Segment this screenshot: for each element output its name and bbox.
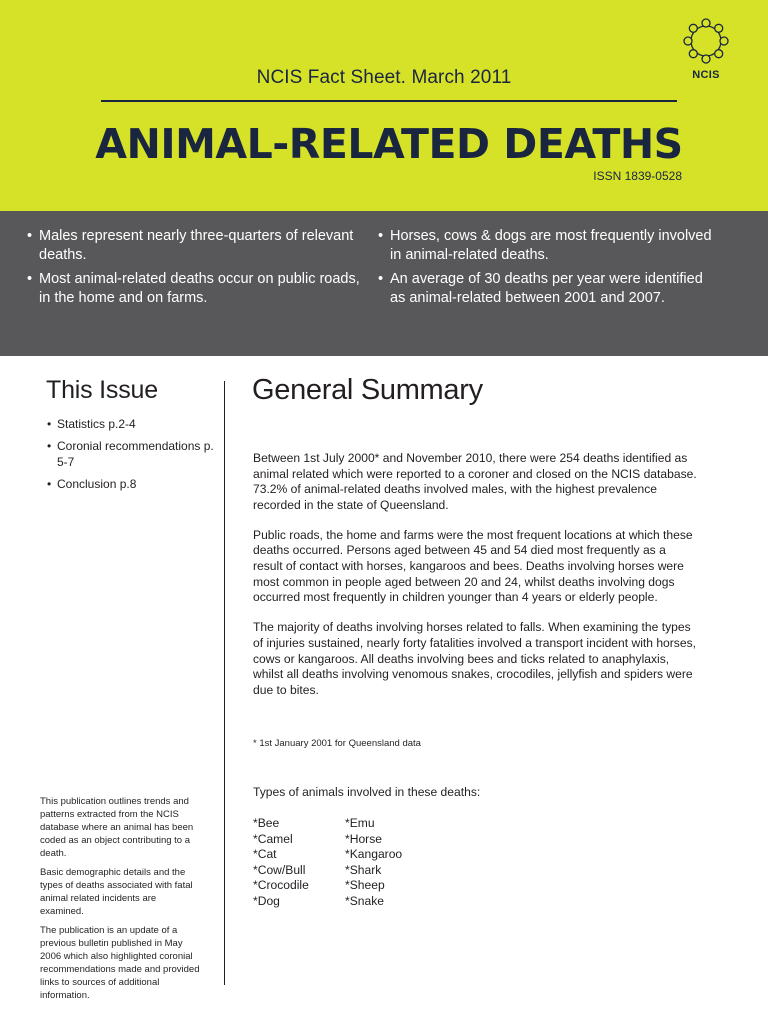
header-rule	[101, 100, 677, 102]
key-finding: • Horses, cows & dogs are most frequently involved in animal-related deaths.	[378, 228, 712, 263]
toc-item-label: Statistics p.2-4	[57, 417, 136, 431]
footnote: * 1st January 2001 for Queensland data	[253, 738, 421, 749]
ncis-logo	[679, 14, 733, 88]
summary-body	[253, 451, 698, 713]
animals-list-col1	[253, 816, 309, 910]
toc-item-label: Conclusion p.8	[57, 477, 137, 491]
blurb-paragraph: This publication outlines trends and patterns extracted from the NCIS database where an animal has been coded as an object contributing to a death.	[40, 796, 194, 859]
toc-item: • Statistics p.2-4	[47, 417, 136, 431]
key-finding: • An average of 30 deaths per year were identified as animal-related between 2001 and 2007.	[378, 271, 703, 306]
animal-item: *Bee	[253, 816, 280, 830]
key-finding-text: An average of 30 deaths per year were identified as animal-related between 2001 and 2007.	[390, 271, 703, 306]
animal-item: *Dog	[253, 893, 280, 908]
this-issue-title: This Issue	[46, 376, 158, 404]
animal-item: *Cow/Bull	[253, 862, 306, 877]
key-finding-text: Most animal-related deaths occur on public roads, in the home and on farms.	[39, 271, 360, 306]
key-finding-text: Males represent nearly three-quarters of relevant deaths.	[39, 228, 354, 263]
table-of-contents	[47, 416, 217, 498]
publication-blurb	[40, 795, 200, 1008]
general-summary-heading: General Summary	[252, 374, 483, 406]
key-findings-band	[0, 211, 768, 356]
animal-item: *Kangaroo	[345, 847, 403, 862]
ncis-ring-icon	[679, 14, 733, 68]
animal-item: *Sheep	[345, 878, 385, 893]
key-finding-text: Horses, cows & dogs are most frequently involved in animal-related deaths.	[390, 228, 712, 263]
animal-item: *Cat	[253, 847, 277, 862]
animal-item: *Horse	[345, 831, 382, 846]
toc-item: • Conclusion p.8	[47, 477, 137, 491]
blurb-paragraph: The publication is an update of a previous bulletin published in May 2006 which also highlighted coronial recommendations made and provided links to sources of additional information.	[40, 925, 200, 1001]
blurb-paragraph: Basic demographic details and the types of deaths associated with fatal animal related incidents are examined.	[40, 867, 193, 917]
summary-paragraph: Public roads, the home and farms were the most frequent locations at which these deaths occurred. Persons aged between 45 and 54 died most frequently as a result of contact with horses, kangaroos and bees. Deaths involving horses were most common in people aged between 20 and 24, whilst deaths involving dogs occurred most frequently in children younger than 4 years or elderly people.	[253, 527, 693, 605]
animals-intro: Types of animals involved in these deaths:	[253, 785, 481, 799]
fact-sheet-subtitle: NCIS Fact Sheet. March 2011	[256, 67, 512, 88]
summary-paragraph: Between 1st July 2000* and November 2010, there were 254 deaths identified as animal related which were reported to a coroner and closed on the NCIS database. 73.2% of animal-related deaths involved males, with the highest prevalence recorded in the state of Queensland.	[253, 451, 697, 512]
toc-item-label: Coronial recommendations p. 5-7	[57, 439, 214, 469]
summary-paragraph: The majority of deaths involving horses related to falls. When examining the types of injuries sustained, nearly forty fatalities involved a transport incident with horses, cows or kangaroos. All deaths involving bees and ticks related to anaphylaxis, whilst all deaths involving venomous snakes, crocodiles, jellyfish and spiders were due to bites.	[253, 620, 696, 697]
animal-item: *Shark	[345, 862, 382, 877]
animals-list-col2	[345, 816, 402, 910]
key-finding: • Males represent nearly three-quarters of relevant deaths.	[27, 228, 354, 263]
animal-item: *Emu	[345, 816, 375, 830]
header-band	[0, 0, 768, 211]
key-findings-left	[27, 227, 367, 313]
toc-item: • Coronial recommendations p. 5-7	[47, 439, 214, 469]
logo-label: NCIS	[692, 69, 720, 81]
column-divider	[224, 381, 225, 985]
animal-item: *Crocodile	[253, 878, 309, 893]
issn-number: ISSN 1839-0528	[593, 169, 682, 183]
key-finding: • Most animal-related deaths occur on public roads, in the home and on farms.	[27, 271, 360, 306]
key-findings-right	[378, 227, 718, 313]
page-title: ANIMAL-RELATED DEATHS	[95, 120, 683, 168]
animal-item: *Snake	[345, 893, 384, 908]
animal-item: *Camel	[253, 831, 293, 846]
